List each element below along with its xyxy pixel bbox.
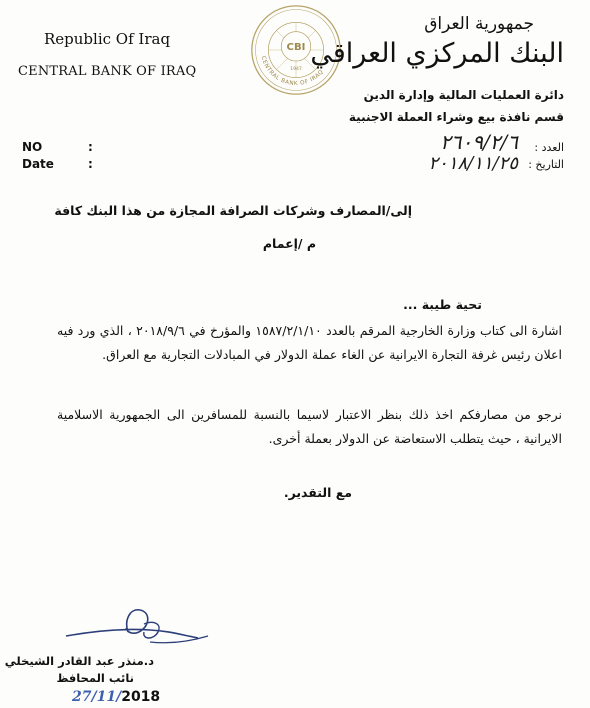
greeting: تحية طيبة ... [403,297,482,312]
date-handwritten: ٢٠١٨/١١/٢٥ [428,153,518,174]
seal-ring-text: CENTRAL BANK OF IRAQ [259,55,326,87]
date-stamp [72,689,160,705]
department-name: دائرة العمليات المالية وإدارة الدين [363,88,564,102]
no-label: NO [22,140,43,154]
paragraph-request: نرجو من مصارفكم اخذ ذلك بنظر الاعتبار لاسيما بالنسبة للمسافرين الى الجمهورية الاسلامية الايرانية ، حيث يتطلب الاستعاضة عن الدولار بعملة أخرى. [57,407,562,446]
date-label-ar: التاريخ : [528,158,564,171]
stamp-handwritten-date: 27/11/ [72,689,122,705]
ref-number-handwritten: ٢٦٠٩/٢/٦ [440,130,518,154]
closing: مع التقدير. [283,485,352,500]
seal-abbr: CBI [286,42,306,53]
central-bank-name-ar: البنك المركزي العراقي [310,38,564,69]
no-colon: : [88,140,93,154]
central-bank-name-en: CENTRAL BANK OF IRAQ [18,64,197,79]
handwritten-signature [58,602,228,660]
republic-of-iraq-en: Republic Of Iraq [44,30,171,48]
paragraph-reference: اشارة الى كتاب وزارة الخارجية المرقم بالعدد ١٥٨٧/٢/١/١٠ والمؤرخ في ٢٠١٨/٩/٦ ، الذي ورد فيه اعلان رئيس غرفة التجارة الايرانية عن الغاء عملة الدولار في المبادلات التجارية مع العراق. [57,323,563,362]
addressee: إلى/المصارف وشركات الصرافة المجازة من هذا البنك كافة [54,203,412,218]
signer-name: د.منذر عبد القادر الشيخلي [4,654,154,668]
stamp-year: 2018 [121,689,161,705]
ref-label-ar: العدد : [534,141,564,154]
date-label: Date [22,157,54,171]
republic-of-iraq-ar: جمهورية العراق [424,14,534,34]
seal-year: 1947 [290,67,302,73]
signer-title: نائب المحافظ [56,671,134,685]
subject-line: م /إعمام [262,236,316,251]
section-name: قسم نافذة بيع وشراء العملة الاجنبية [348,110,564,124]
date-colon: : [88,157,93,171]
